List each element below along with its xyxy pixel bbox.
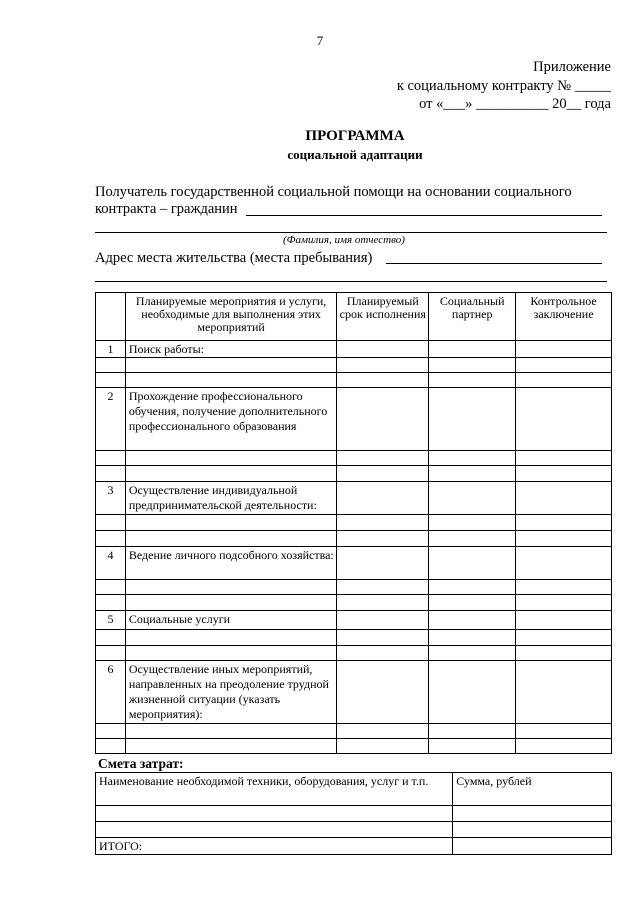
row-number: 4 — [96, 547, 126, 580]
partner-cell[interactable] — [429, 466, 516, 482]
table-row — [96, 646, 612, 661]
recipient-text: Получатель государственной социальной помощи на основании социального — [95, 184, 572, 200]
activity-cell[interactable] — [125, 630, 336, 646]
table-row — [96, 388, 612, 451]
activity-cell[interactable] — [125, 580, 336, 595]
partner-cell[interactable] — [429, 547, 516, 580]
name-caption: (Фамилия, имя отчество) — [283, 234, 405, 246]
activity-cell[interactable] — [125, 466, 336, 482]
partner-cell[interactable] — [429, 595, 516, 611]
recipient-text-line2: контракта – гражданин — [95, 201, 238, 217]
conclusion-cell[interactable] — [516, 388, 612, 451]
activity-cell[interactable] — [125, 515, 336, 531]
deadline-cell[interactable] — [337, 515, 429, 531]
activity-cell[interactable] — [125, 531, 336, 547]
budget-total-row — [96, 838, 612, 855]
deadline-cell[interactable] — [337, 373, 429, 388]
budget-table — [95, 772, 612, 855]
conclusion-cell[interactable] — [516, 466, 612, 482]
partner-cell[interactable] — [429, 482, 516, 515]
activity-cell[interactable] — [125, 724, 336, 739]
table-row — [96, 724, 612, 739]
table-row — [96, 451, 612, 466]
conclusion-cell[interactable] — [516, 451, 612, 466]
activity-cell: Поиск работы: — [125, 341, 336, 358]
recipient-name-field[interactable] — [246, 215, 602, 216]
partner-cell[interactable] — [429, 341, 516, 358]
conclusion-cell[interactable] — [516, 724, 612, 739]
activity-cell: Осуществление индивидуальной предпринимательской деятельности: — [125, 482, 336, 515]
partner-cell[interactable] — [429, 373, 516, 388]
partner-cell[interactable] — [429, 724, 516, 739]
activity-cell: Осуществление иных мероприятий, направленных на преодоление трудной жизненной ситуации (указать мероприятия): — [125, 661, 336, 724]
budget-header-items: Наименование необходимой техники, оборудования, услуг и т.п. — [96, 773, 453, 806]
activity-cell[interactable] — [125, 358, 336, 373]
row-number: 6 — [96, 661, 126, 724]
partner-cell[interactable] — [429, 358, 516, 373]
budget-row — [96, 822, 612, 838]
document-subtitle: социальной адаптации — [287, 147, 423, 162]
table-row — [96, 358, 612, 373]
recipient-name-field-2[interactable] — [95, 232, 607, 233]
budget-sum-cell[interactable] — [453, 822, 612, 838]
budget-total-sum[interactable] — [453, 838, 612, 855]
appendix-contract-line: к социальному контракту № _____ — [396, 78, 611, 94]
deadline-cell[interactable] — [337, 580, 429, 595]
page-number: 7 — [316, 33, 324, 48]
budget-sum-cell[interactable] — [453, 806, 612, 822]
partner-cell[interactable] — [429, 611, 516, 630]
budget-total-label: ИТОГО: — [96, 838, 453, 855]
activity-cell[interactable] — [125, 739, 336, 754]
deadline-cell[interactable] — [337, 630, 429, 646]
conclusion-cell[interactable] — [516, 611, 612, 630]
deadline-cell[interactable] — [337, 482, 429, 515]
table-row — [96, 630, 612, 646]
deadline-cell[interactable] — [337, 595, 429, 611]
table-row — [96, 531, 612, 547]
conclusion-cell[interactable] — [516, 373, 612, 388]
table-header-row — [96, 293, 612, 341]
partner-cell[interactable] — [429, 451, 516, 466]
deadline-cell[interactable] — [337, 358, 429, 373]
deadline-cell[interactable] — [337, 646, 429, 661]
activity-cell: Социальные услуги — [125, 611, 336, 630]
partner-cell[interactable] — [429, 388, 516, 451]
partner-cell[interactable] — [429, 661, 516, 724]
budget-header-sum: Сумма, рублей — [453, 773, 612, 806]
row-number: 1 — [96, 341, 126, 358]
deadline-cell[interactable] — [337, 611, 429, 630]
deadline-cell[interactable] — [337, 724, 429, 739]
table-row — [96, 611, 612, 630]
partner-cell[interactable] — [429, 739, 516, 754]
conclusion-cell[interactable] — [516, 595, 612, 611]
partner-cell[interactable] — [429, 531, 516, 547]
table-row — [96, 580, 612, 595]
conclusion-cell[interactable] — [516, 515, 612, 531]
header-activities: Планируемые мероприятия и услуги, необходимые для выполнения этих мероприятий — [125, 293, 336, 341]
activity-cell[interactable] — [125, 646, 336, 661]
activity-cell[interactable] — [125, 373, 336, 388]
row-number: 3 — [96, 482, 126, 515]
activity-cell: Прохождение профессионального обучения, получение дополнительного профессионального образования — [125, 388, 336, 451]
deadline-cell[interactable] — [337, 531, 429, 547]
budget-header-row — [96, 773, 612, 806]
table-row — [96, 515, 612, 531]
table-row — [96, 739, 612, 754]
partner-cell[interactable] — [429, 515, 516, 531]
budget-item-cell[interactable] — [96, 822, 453, 838]
address-label: Адрес места жительства (места пребывания) — [95, 250, 373, 266]
partner-cell[interactable] — [429, 646, 516, 661]
conclusion-cell[interactable] — [516, 341, 612, 358]
appendix-date-line: от «___» __________ 20__ года — [419, 96, 611, 112]
budget-item-cell[interactable] — [96, 806, 453, 822]
partner-cell[interactable] — [429, 630, 516, 646]
deadline-cell[interactable] — [337, 341, 429, 358]
address-field[interactable] — [386, 263, 602, 264]
table-row — [96, 466, 612, 482]
conclusion-cell[interactable] — [516, 358, 612, 373]
conclusion-cell[interactable] — [516, 739, 612, 754]
conclusion-cell[interactable] — [516, 580, 612, 595]
table-row — [96, 341, 612, 358]
deadline-cell[interactable] — [337, 451, 429, 466]
header-num — [96, 293, 126, 341]
activity-cell: Ведение личного подсобного хозяйства: — [125, 547, 336, 580]
header-deadline: Планируемый срок исполнения — [337, 293, 429, 341]
header-conclusion: Контрольное заключение — [516, 293, 612, 341]
conclusion-cell[interactable] — [516, 482, 612, 515]
deadline-cell[interactable] — [337, 388, 429, 451]
appendix-label: Приложение — [533, 59, 611, 75]
table-row — [96, 373, 612, 388]
table-row — [96, 595, 612, 611]
partner-cell[interactable] — [429, 580, 516, 595]
row-number: 2 — [96, 388, 126, 451]
conclusion-cell[interactable] — [516, 630, 612, 646]
row-number: 5 — [96, 611, 126, 630]
address-field-2[interactable] — [95, 281, 607, 282]
deadline-cell[interactable] — [337, 466, 429, 482]
activity-cell[interactable] — [125, 451, 336, 466]
deadline-cell[interactable] — [337, 661, 429, 724]
conclusion-cell[interactable] — [516, 531, 612, 547]
header-partner: Социальный партнер — [429, 293, 516, 341]
budget-row — [96, 806, 612, 822]
table-row — [96, 661, 612, 724]
table-row — [96, 547, 612, 580]
conclusion-cell[interactable] — [516, 661, 612, 724]
deadline-cell[interactable] — [337, 547, 429, 580]
conclusion-cell[interactable] — [516, 547, 612, 580]
document-title: ПРОГРАММА — [305, 128, 405, 144]
deadline-cell[interactable] — [337, 739, 429, 754]
table-row — [96, 482, 612, 515]
program-table — [95, 292, 612, 754]
activity-cell[interactable] — [125, 595, 336, 611]
budget-title: Смета затрат: — [98, 756, 184, 771]
conclusion-cell[interactable] — [516, 646, 612, 661]
